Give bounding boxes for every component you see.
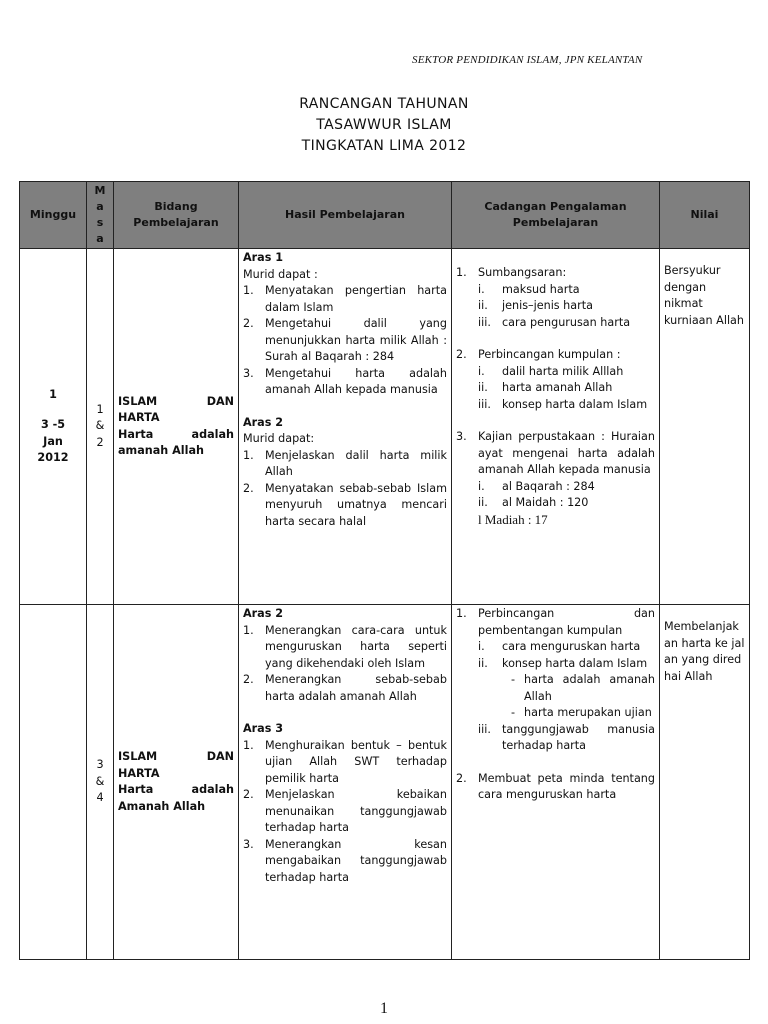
list-item: 1. Sumbangsaran: [456,266,567,279]
sector-header: SEKTOR PENDIDIKAN ISLAM, JPN KELANTAN [412,54,643,66]
header-hasil: Hasil Pembelajaran [239,182,452,249]
table-row [20,605,750,960]
title-line-1: RANCANGAN TAHUNAN [299,96,469,112]
hasil-cell [239,605,452,960]
list-item: 2. Menyatakan sebab-sebab Islam menyuruh umatnya mencari harta secara halal [243,481,447,528]
list-item: 1. Perbincangan dan pembentangan kumpulan [456,607,655,637]
header-bidang: Bidang Pembelajaran [114,182,239,249]
list-item: 3. Kajian perpustakaan : Huraian ayat mengenai harta adalah amanah Allah kepada manusia [456,430,655,476]
list-item: 2. Perbincangan kumpulan : [456,348,621,361]
list-item: i. al Baqarah : 284 [478,479,595,493]
list-item: 2. Menerangkan sebab-sebab harta adalah amanah Allah [243,673,447,703]
list-item: iii. cara pengurusan harta [478,315,631,329]
list-item: 3. Menerangkan kesan mengabaikan tanggungjawab terhadap harta [243,837,447,884]
list-item: ii. al Maidah : 120 [478,496,589,509]
title-line-2: TASAWWUR ISLAM [316,117,452,133]
list-item: 2. Membuat peta minda tentang cara menguruskan harta [456,771,655,801]
nilai-cell: Membelanjakan harta ke jalan yang diredhai Allah [660,605,750,960]
bidang-cell: ISLAM DAN HARTA Harta adalah Amanah Allah [114,605,239,960]
list-item: i. cara menguruskan harta [478,640,641,653]
document-title [0,94,768,157]
annual-plan-table [19,181,750,960]
list-item: 1. Menyatakan pengertian harta dalam Islam [243,284,447,314]
masa-cell: 3 & 4 [87,605,114,960]
masa-cell: 1 & 2 [87,249,114,605]
list-item: l Madiah : 17 [478,511,548,527]
title-line-3: TINGKATAN LIMA 2012 [301,138,467,154]
minggu-cell [20,605,87,960]
cadangan-cell [452,605,660,960]
page-number: 1 [380,1000,388,1017]
list-item: 2. Menjelaskan kebaikan menunaikan tanggungjawab terhadap harta [243,788,447,834]
list-item: 1. Menghuraikan bentuk – bentuk ujian Allah SWT terhadap pemilik harta [243,738,447,785]
list-item: ii. harta amanah Allah [478,381,613,394]
list-item: 2. Mengetahui dalil yang menunjukkan harta milik Allah : Surah al Baqarah : 284 [243,317,447,363]
list-item: - harta merupakan ujian [510,706,652,719]
aras-title: Aras 3 [243,722,284,735]
aras-title: Aras 2 [243,607,284,620]
list-item: i. maksud harta [478,282,580,296]
list-item: - harta adalah amanah Allah [510,673,655,703]
list-item: 3. Mengetahui harta adalah amanah Allah kepada manusia [243,366,447,396]
hasil-cell: Aras 1 Murid dapat : 1. Menyatakan pengertian harta dalam Islam 2. Mengetahui dalil yang menunjukkan harta milik Allah : Surah al Baqarah : 284 3. Mengetahui harta adalah amanah Allah kepada manusia Aras 2 Murid dapat: 1. Menjelaskan dalil harta milik Allah 2. Menyatakan sebab-sebab Islam menyuruh umatnya mencari harta secara halal [239,249,452,605]
header-cadangan: Cadangan Pengalaman Pembelajaran [452,182,660,249]
list-item: ii. jenis–jenis harta [478,299,593,312]
header-nilai: Nilai [660,182,750,249]
list-item: i. dalil harta milik Alllah [478,364,624,378]
header-masa: M a s a [87,182,114,249]
list-item: ii. konsep harta dalam Islam [478,656,648,670]
bidang-cell: ISLAM DAN HARTA Harta adalah amanah Allah [114,249,239,605]
list-item: iii. tanggungjawab manusia terhadap harta [478,722,655,752]
nilai-cell: Bersyukur dengan nikmat kurniaan Allah [660,249,750,605]
list-item: 1. Menjelaskan dalil harta milik Allah [243,448,447,478]
list-item: iii. konsep harta dalam Islam [478,397,648,411]
table-header-row [20,182,750,249]
aras-title: Aras 1 [243,251,284,264]
cadangan-cell [452,249,660,605]
aras-title: Aras 2 [243,415,284,429]
list-item: 1. Menerangkan cara-cara untuk menguruskan harta seperti yang dikehendaki oleh Islam [243,623,447,670]
header-minggu: Minggu [20,182,87,249]
table-row [20,249,750,605]
minggu-cell: 1 3 -5 Jan 2012 [20,249,87,605]
